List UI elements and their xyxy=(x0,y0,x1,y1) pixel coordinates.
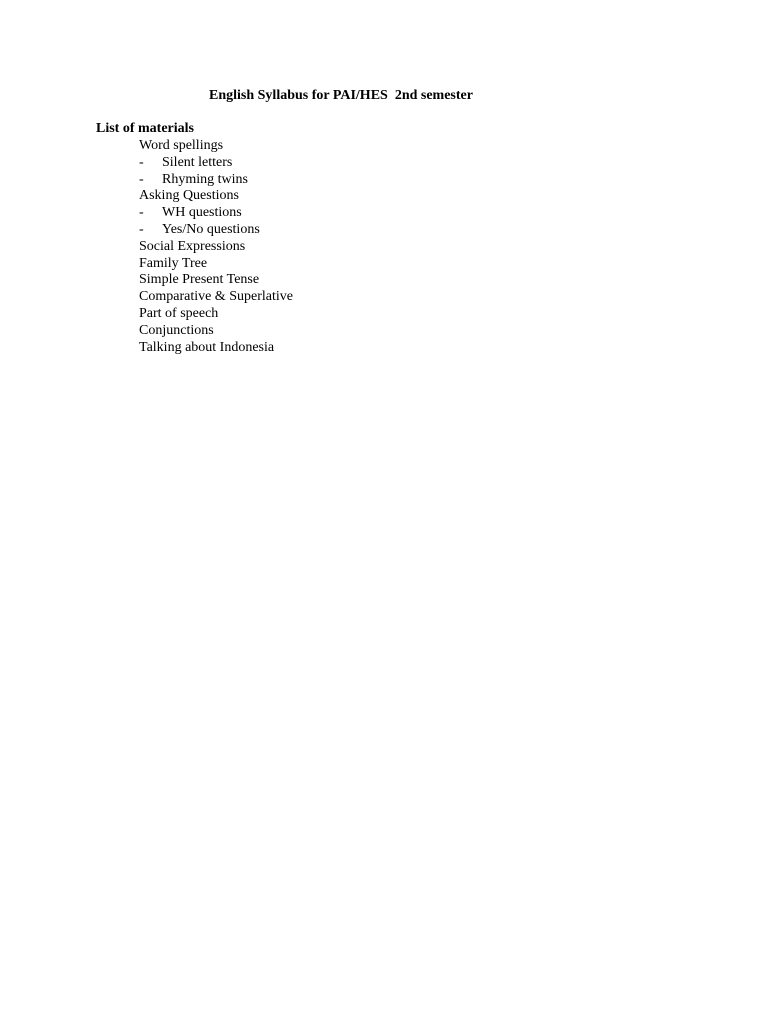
list-item-text: Social Expressions xyxy=(139,238,246,254)
list-item-text: Conjunctions xyxy=(139,322,214,338)
sub-list-item-text: Rhyming twins xyxy=(162,171,248,187)
sub-list-marker: - xyxy=(139,154,144,170)
sub-list-marker: - xyxy=(139,205,144,221)
sub-list-item-text: WH questions xyxy=(162,205,242,221)
list-item-text: Word spellings xyxy=(139,138,224,153)
document-title: English Syllabus for PAI/HES 2nd semester xyxy=(209,88,473,103)
list-item-text: Asking Questions xyxy=(139,188,239,204)
list-item-text: Family Tree xyxy=(139,255,208,271)
list-item-text: Talking about Indonesia xyxy=(139,339,275,355)
sub-list-item-text: Silent letters xyxy=(162,154,233,170)
sub-list-marker: - xyxy=(139,171,144,187)
list-item-text: Comparative & Superlative xyxy=(139,289,293,305)
sub-list-item-text: Yes/No questions xyxy=(162,221,260,237)
sub-list-marker: - xyxy=(139,221,144,237)
list-item-text: Simple Present Tense xyxy=(139,272,260,288)
section-heading: List of materials xyxy=(96,121,194,136)
list-item-text: Part of speech xyxy=(139,305,219,321)
